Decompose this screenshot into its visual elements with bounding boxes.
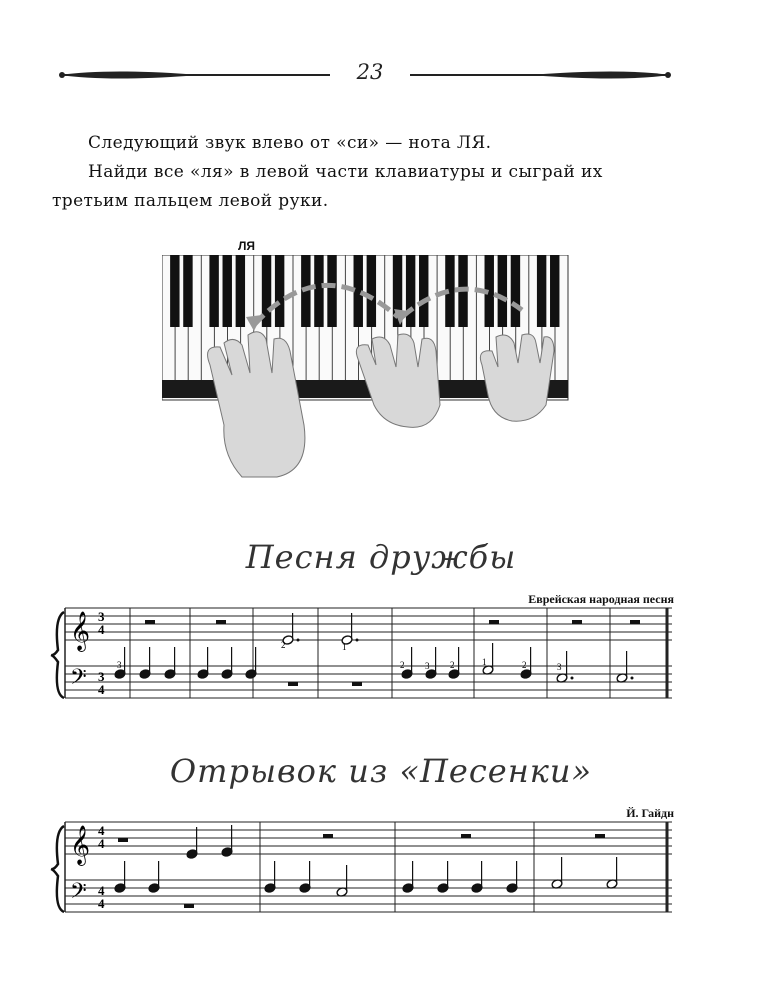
svg-text:3: 3: [557, 662, 562, 672]
svg-text:3: 3: [117, 660, 122, 670]
left-hand-2: [356, 334, 440, 427]
time-signature-2: [98, 823, 105, 911]
instruction-line-2: Найди все «ля» в левой части клавиатуры и сыграй их: [88, 162, 603, 182]
svg-text:4: 4: [98, 622, 105, 637]
whole-rest: [352, 682, 362, 686]
whole-rest: [288, 682, 298, 686]
left-hand-1: [208, 332, 305, 477]
svg-text:4: 4: [98, 682, 105, 697]
svg-text:3: 3: [425, 661, 430, 671]
treble-clef-icon: 𝄞: [70, 825, 91, 865]
grand-staff-brace: [51, 826, 64, 912]
svg-text:1: 1: [342, 642, 347, 652]
bass-clef-icon: 𝄢: [70, 665, 87, 695]
svg-text:2: 2: [522, 660, 527, 670]
svg-text:4: 4: [98, 836, 105, 851]
page-number: 23: [356, 60, 384, 84]
composer-credit-1: Еврейская народная песня: [528, 592, 674, 606]
svg-text:4: 4: [98, 896, 105, 911]
whole-rest: [323, 834, 333, 838]
composer-credit-2: Й. Гайдн: [626, 806, 674, 820]
piece-title-song-of-friendship: Песня дружбы: [245, 538, 517, 576]
svg-text:2: 2: [400, 660, 405, 670]
whole-rest: [216, 620, 226, 624]
piano-hands-illustration: [162, 255, 572, 480]
svg-text:1: 1: [482, 657, 487, 667]
treble-clef-icon: 𝄞: [70, 611, 91, 651]
svg-text:3: 3: [98, 669, 105, 684]
fingering-marks-1: [117, 640, 562, 672]
score-system-2: [50, 812, 680, 922]
svg-text:4: 4: [98, 823, 105, 838]
score-system-1: [50, 598, 680, 708]
instruction-line-1: Следующий звук влево от «си» — нота ЛЯ.: [88, 133, 492, 153]
grand-staff-brace: [51, 612, 64, 698]
piece-title-haydn-excerpt: Отрывок из «Песенки»: [169, 752, 593, 790]
whole-rest: [572, 620, 582, 624]
whole-rest: [145, 620, 155, 624]
svg-text:4: 4: [98, 883, 105, 898]
svg-text:2: 2: [281, 640, 286, 650]
note-a-label: ЛЯ: [238, 239, 256, 253]
whole-rest: [595, 834, 605, 838]
svg-text:3: 3: [98, 609, 105, 624]
header-ornament: [0, 0, 762, 100]
instruction-line-3: третьим пальцем левой руки.: [52, 191, 329, 211]
whole-rest: [461, 834, 471, 838]
whole-rest: [630, 620, 640, 624]
time-signature-1: [98, 609, 105, 697]
whole-rest: [489, 620, 499, 624]
svg-text:2: 2: [450, 660, 455, 670]
bass-clef-icon: 𝄢: [70, 879, 87, 909]
